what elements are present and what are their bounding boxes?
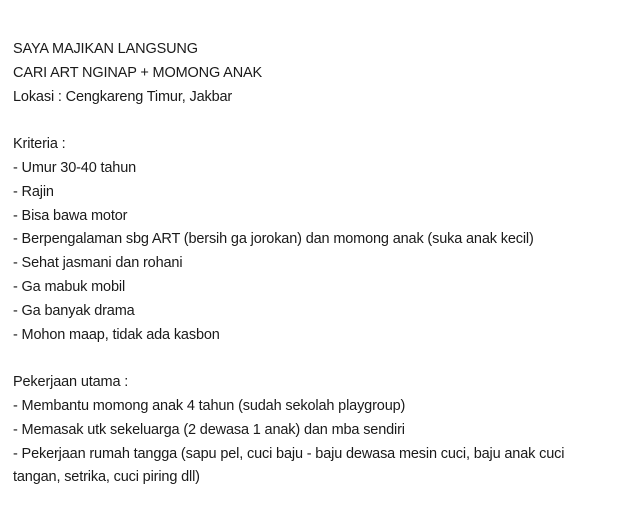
main-jobs-item: - Memasak utk sekeluarga (2 dewasa 1 anak) dan mba sendiri: [13, 421, 405, 438]
criteria-item: - Bisa bawa motor: [13, 207, 128, 224]
criteria-section: [13, 133, 613, 347]
spacer: [13, 347, 613, 371]
criteria-item: - Umur 30-40 tahun: [13, 159, 137, 176]
header-line-1: SAYA MAJIKAN LANGSUNG: [13, 41, 198, 57]
main-jobs-title: Pekerjaan utama :: [13, 374, 129, 391]
criteria-item: - Mohon maap, tidak ada kasbon: [13, 326, 220, 343]
location-line: Lokasi : Cengkareng Timur, Jakbar: [13, 88, 233, 105]
header-line-2: CARI ART NGINAP + MOMONG ANAK: [13, 64, 263, 81]
spacer: [13, 109, 613, 133]
criteria-item: - Sehat jasmani dan rohani: [13, 255, 183, 272]
job-posting-document: [13, 38, 613, 490]
main-jobs-item: - Membantu momong anak 4 tahun (sudah sekolah playgroup): [13, 397, 406, 414]
criteria-item: - Rajin: [13, 183, 54, 200]
main-jobs-item: - Pekerjaan rumah tangga (sapu pel, cuci baju - baju dewasa mesin cuci, baju anak cuci tangan, setrika, cuci piring dll): [13, 445, 565, 486]
criteria-item: - Ga mabuk mobil: [13, 278, 126, 295]
criteria-title: Kriteria :: [13, 136, 66, 153]
criteria-item: - Berpengalaman sbg ART (bersih ga jorokan) dan momong anak (suka anak kecil): [13, 231, 534, 248]
main-jobs-section: [13, 371, 613, 490]
criteria-item: - Ga banyak drama: [13, 302, 135, 319]
